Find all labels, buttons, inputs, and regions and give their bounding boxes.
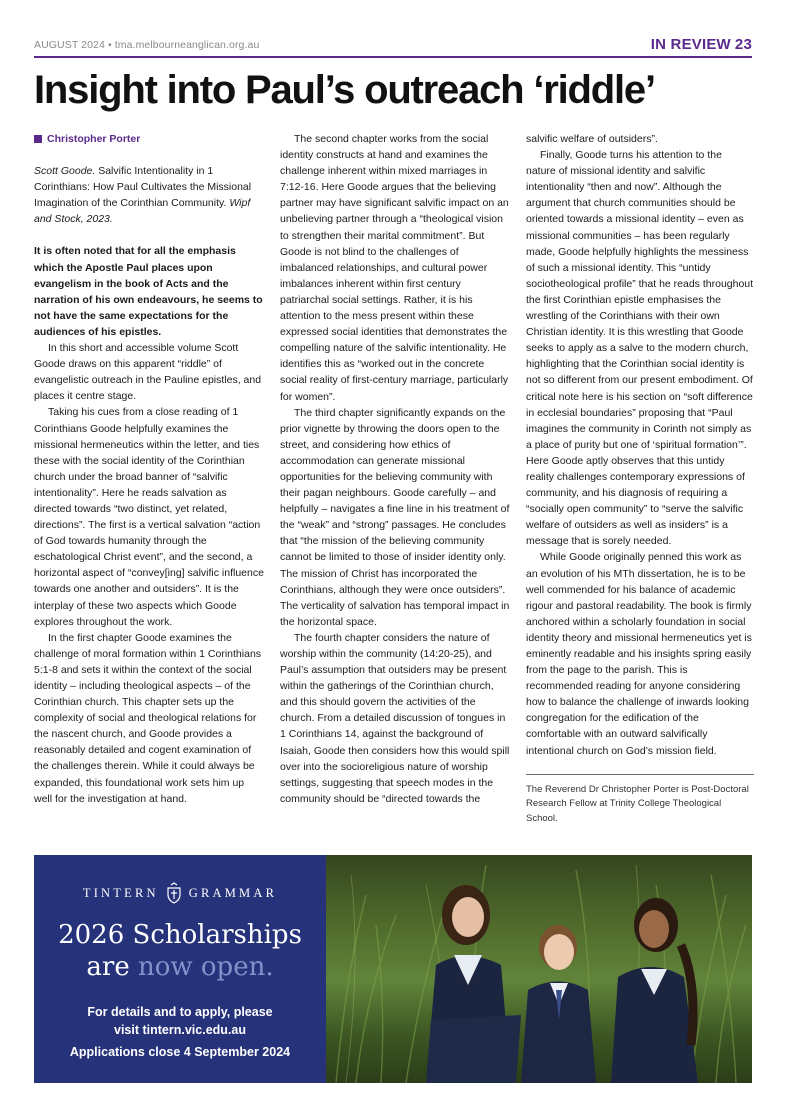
bio-divider (526, 774, 754, 775)
column-2 (280, 131, 510, 807)
book-reference (34, 163, 264, 227)
ad-title-now-open: now open. (129, 952, 274, 982)
column-3 (526, 131, 754, 826)
advertisement[interactable] (34, 855, 752, 1083)
ad-title (34, 919, 326, 983)
ad-title-are: are (86, 952, 130, 982)
body-paragraph-continued: salvific welfare of outsiders”. (526, 133, 658, 145)
brand-left: TINTERN (82, 885, 159, 900)
crest-icon (165, 882, 183, 904)
ad-text-panel (34, 855, 326, 1083)
author-bio: The Reverend Dr Christopher Porter is Post-Doctoral Research Fellow at Trinity College Theological School. (526, 783, 749, 824)
students-photo-art (326, 855, 752, 1083)
header-rule (34, 56, 752, 58)
byline-square-icon (34, 135, 42, 143)
lede-paragraph: It is often noted that for all the emphasis which the Apostle Paul places upon evangelism in the book of Acts and the narration of his own endeavours, he seems to not have the same expectations for the audiences of his epistles. (34, 245, 263, 338)
book-publisher: Wipf and Stock, 2023. (34, 197, 251, 226)
body-paragraph: In the first chapter Goode examines the challenge of moral formation within 1 Corinthians 5:1-8 and sets it within the context of the social identity – including theological aspects – of the Corinthian church. This chapter sets up the complexity of social and theological relations for the nascent church, and Goode provides a reasonably detailed and cogent examination of the challenges therein. While it could always be expanded, this foundational work sets him up well for the investigation at hand. (34, 631, 262, 805)
section-label (651, 36, 752, 53)
ad-details (34, 1003, 326, 1039)
book-title: Salvific Intentionality in 1 Corinthians: How Paul Cultivates the Missional Imagination of the Corinthian Community. (34, 165, 252, 210)
section-name: IN REVIEW (650, 36, 731, 53)
issue-meta: AUGUST 2024 • tma.melbourneanglican.org.au (34, 39, 260, 51)
body-paragraph: The second chapter works from the social identity constructs at hand and examines the challenge inherent within mixed marriages in 7:12-16. Here Goode argues that the believing partner may have significant salvific impact on an unbelieving partner through a “theological vision to strengthen their marital commitment”. But Goode is not blind to the challenges of imbalanced relationships, and cultural power imbalances inherent within first century patriarchal social settings. Rather, it is his attention to the mess present within these expressed social identities that demonstrates the compelling nature of the salvific intentionality. He identifies this as “worked out in the concrete social reality of first-century marriage, particularly for women”. (280, 133, 509, 403)
body-paragraph: While Goode originally penned this work as an evolution of his MTh dissertation, he is to be well commended for his balance of academic rigour and pastoral readability. The book is firmly anchored within a scholarly foundation in social identity theory and missional hermeneutics yet is eminently readable and his insights spring easily from the page to the parish. This is recommended reading for anyone considering how to balance the challenge of inwards looking congregation for the edification of the comfortable with an outward salvifically intentional church on God’s mission field. (526, 551, 752, 757)
book-author: Scott Goode. (34, 165, 96, 178)
body-paragraph: In this short and accessible volume Scott Goode draws on this apparent “riddle” of evangelistic outreach in the Pauline epistles, and places it centre stage. (34, 342, 262, 403)
body-paragraph: Taking his cues from a close reading of 1 Corinthians Goode helpfully examines the missional hermeneutics within the letter, and ties these with the social identity of the Corinthian church under the broad banner of “salvific intentionality”. Here he reads salvation as directed towards “two distinct, yet related, directions”. The first is a vertical salvation “action of God towards humanity through the eschatological Christ event”, and the second, a horizontal aspect of “convey[ing] salvific influence towards one another and outsiders”. It is the interplay of these two aspects which Goode explores throughout the work. (34, 406, 264, 628)
byline-author: Christopher Porter (47, 133, 141, 145)
body-paragraph: The third chapter significantly expands on the prior vignette by throwing the doors open to the street, and considering how ethics of accommodation can generate missional opportunities for the believing community with their pagan neighbours. Goode carefully – and helpfully – navigates a fine line in his treatment of the “weak” and “strong” passages. He concludes that “the mission of the believing community cannot be limited to those of insider identity only. The mission of Christ has incorporated the Corinthians, although they were once outsiders”. The verticality of salvation has temporal impact in the horizontal space. (280, 406, 510, 628)
body-paragraph: The fourth chapter considers the nature of worship within the community (14:20-25), and Paul’s assumption that outsiders may be present within the gatherings of the Corinthian church, and this should govern the activities of the church. From a detailed discussion of tongues in 1 Corinthians 14, against the background of Isaiah, Goode then considers how this would spill over into the socioreligious nature of worship settings, suggesting that speech modes in the community should be “directed towards the (280, 631, 510, 805)
brand-right: GRAMMAR (188, 885, 278, 900)
ad-title-line2 (34, 951, 326, 983)
ad-details-line2[interactable]: visit tintern.vic.edu.au (114, 1023, 246, 1037)
body-paragraph: Finally, Goode turns his attention to the nature of missional identity and salvific intentionality “then and now”. Although the argument that church communities should be oriented towards a missional identity – even as missional communities – has been regularly made, Goode helpfully highlights the messiness of such a missional identity. This “untidy sociotheological profile” that he reads throughout the first Corinthian epistle emphasises the wrestling of the Corinthians with their own Christian identity. It is this wrestling that Goode seeks to apply as a salve to the modern church, highlighting that the Corinthian social identity is not so different from our present embodiment. Of critical note here is his section on “soft difference in ecclesial boundaries” proposing that “Paul imagines the community in Corinth not simply as a place of purity but one of ‘spiritual formation’”. Here Goode aptly observes that this untidy reality challenges contemporary expressions of community, and his diagnosis of requiring a “socially open community” to “serve the salvific welfare of outsiders as well as insiders” is a message that is sorely needed. (526, 149, 754, 548)
column-1 (34, 131, 264, 807)
ad-title-line1: 2026 Scholarships (58, 920, 302, 950)
ad-details-line1: For details and to apply, please (87, 1005, 273, 1019)
students-photo (326, 855, 752, 1083)
headline: Insight into Paul’s outreach ‘riddle’ (34, 68, 655, 112)
byline (34, 131, 264, 147)
page-number: 23 (734, 36, 752, 53)
ad-close-date: Applications close 4 September 2024 (69, 1045, 291, 1059)
ad-brand (34, 882, 326, 904)
page-header (34, 36, 752, 56)
